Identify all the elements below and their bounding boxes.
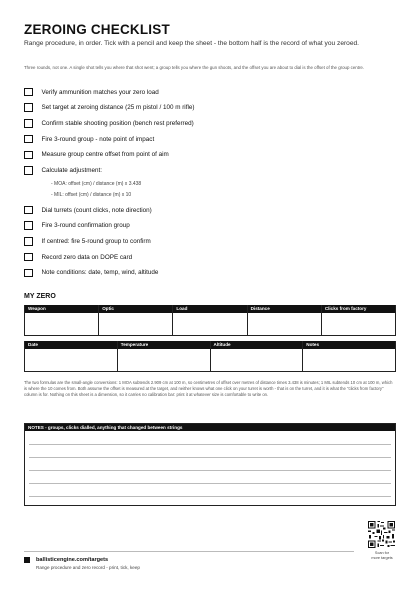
footer-url-link[interactable]: ballisticengine.com/targets <box>36 557 109 563</box>
page-subtitle: Range procedure, in order. Tick with a pencil and keep the sheet - the bottom half is the record of what you zeroed. <box>24 40 360 47</box>
checklist-item[interactable] <box>24 150 169 160</box>
qr-caption-line: Scan for <box>374 551 390 555</box>
checkbox[interactable] <box>24 135 33 144</box>
column-header: Altitude <box>211 341 303 349</box>
formula-moa: - MOA: offset (cm) / distance (m) x 3.438 <box>51 181 142 187</box>
checklist-item[interactable] <box>24 118 194 128</box>
checklist-item[interactable] <box>24 134 154 144</box>
checklist-item[interactable] <box>24 103 194 113</box>
write-in-cell[interactable] <box>303 349 395 372</box>
column-header: Distance <box>248 305 321 313</box>
checklist-item-label: Fire 3-round confirmation group <box>41 222 130 230</box>
checklist-item[interactable] <box>24 87 159 97</box>
qr-caption-line: more targets <box>371 556 393 560</box>
write-in-cell[interactable] <box>322 313 395 336</box>
checkbox[interactable] <box>24 151 33 160</box>
checkbox[interactable] <box>24 253 33 262</box>
checkbox[interactable] <box>24 103 33 112</box>
checklist-item-label: Fire 3-round group - note point of impact <box>41 135 155 143</box>
checklist-item-label: Record zero data on DOPE card <box>41 253 133 261</box>
table-column <box>98 305 172 336</box>
table-column <box>210 341 303 372</box>
footer-logo-square <box>24 557 30 563</box>
column-header: Date <box>25 341 117 349</box>
checklist-item-label: Set target at zeroing distance (25 m pistol / 100 m rifle) <box>41 104 195 112</box>
conditions-table <box>24 341 396 372</box>
checklist-item[interactable] <box>24 205 152 215</box>
checkbox[interactable] <box>24 269 33 278</box>
checkbox[interactable] <box>24 237 33 246</box>
checkbox[interactable] <box>24 166 33 175</box>
zero-record-table <box>24 305 396 336</box>
writing-line <box>29 444 391 445</box>
column-header: Weapon <box>25 305 98 313</box>
write-in-cell[interactable] <box>211 349 303 372</box>
column-header: Clicks from factory <box>322 305 395 313</box>
checklist-item[interactable] <box>24 166 102 176</box>
page-title: ZEROING CHECKLIST <box>24 22 170 37</box>
checkbox[interactable] <box>24 206 33 215</box>
write-in-cell[interactable] <box>25 349 117 372</box>
column-header: Optic <box>99 305 172 313</box>
table-column <box>247 305 321 336</box>
table-column <box>24 305 98 336</box>
write-in-cell[interactable] <box>248 313 321 336</box>
formula-footnote: The two formulas are the small-angle conversions: 1 MOA subtends 2.909 cm at 100 m, so centimetres of offset over metres of distance times 3.438 is minutes; 1 MIL subtends 10 cm at 100 m, which is where the 10 comes from. Both assume the offset is measured at the target, and neither knows what one click on your turret is worth - that is on the turret, and it is what the "clicks from factory" column is for. Nothing on this sheet is a dimension, so it carries no calibration bar: print it at whatever size is comfortable to write on. <box>24 380 393 397</box>
write-in-cell[interactable] <box>173 313 246 336</box>
column-header: Temperature <box>118 341 210 349</box>
checklist-item-label: Calculate adjustment: <box>41 167 103 174</box>
checklist-item-label: If centred: fire 5-round group to confirm <box>41 237 151 245</box>
checklist-item[interactable] <box>24 268 158 278</box>
writing-line <box>29 457 391 458</box>
qr-code-icon[interactable] <box>368 521 395 548</box>
writing-line <box>29 483 391 484</box>
notes-box[interactable] <box>24 423 396 506</box>
notes-header: NOTES - groups, clicks dialled, anything that changed between strings <box>25 424 395 431</box>
table-column <box>302 341 396 372</box>
write-in-cell[interactable] <box>118 349 210 372</box>
checklist-item-label: Measure group centre offset from point of aim <box>41 151 169 159</box>
checkbox[interactable] <box>24 119 33 128</box>
checklist-item-label: Dial turrets (count clicks, note direction) <box>41 206 152 214</box>
writing-line <box>29 470 391 471</box>
checkbox[interactable] <box>24 221 33 230</box>
table-column <box>321 305 396 336</box>
table-column <box>24 341 117 372</box>
qr-caption <box>362 551 402 561</box>
footer-tagline: Range procedure and zero record - print, tick, keep <box>36 565 140 570</box>
column-header: Notes <box>303 341 395 349</box>
my-zero-title: MY ZERO <box>24 293 56 300</box>
checklist-item[interactable] <box>24 236 151 246</box>
intro-text: Three rounds, not one. A single shot tells you where that shot went; a group tells you where the gun shoots, and the offset you are about to dial is the offset of the group centre. <box>24 65 365 70</box>
writing-line <box>29 496 391 497</box>
checklist-item-label: Verify ammunition matches your zero load <box>41 88 159 96</box>
write-in-cell[interactable] <box>25 313 98 336</box>
checkbox[interactable] <box>24 88 33 97</box>
checklist-item[interactable] <box>24 252 132 262</box>
checklist-item-label: Confirm stable shooting position (bench rest preferred) <box>41 119 194 127</box>
column-header: Load <box>173 305 246 313</box>
checklist-item-label: Note conditions: date, temp, wind, altitude <box>41 269 159 277</box>
table-column <box>172 305 246 336</box>
footer-divider <box>24 551 354 552</box>
table-column <box>117 341 210 372</box>
formula-mil: - MIL: offset (cm) / distance (m) x 10 <box>51 192 132 198</box>
checklist-item[interactable] <box>24 221 130 231</box>
write-in-cell[interactable] <box>99 313 172 336</box>
